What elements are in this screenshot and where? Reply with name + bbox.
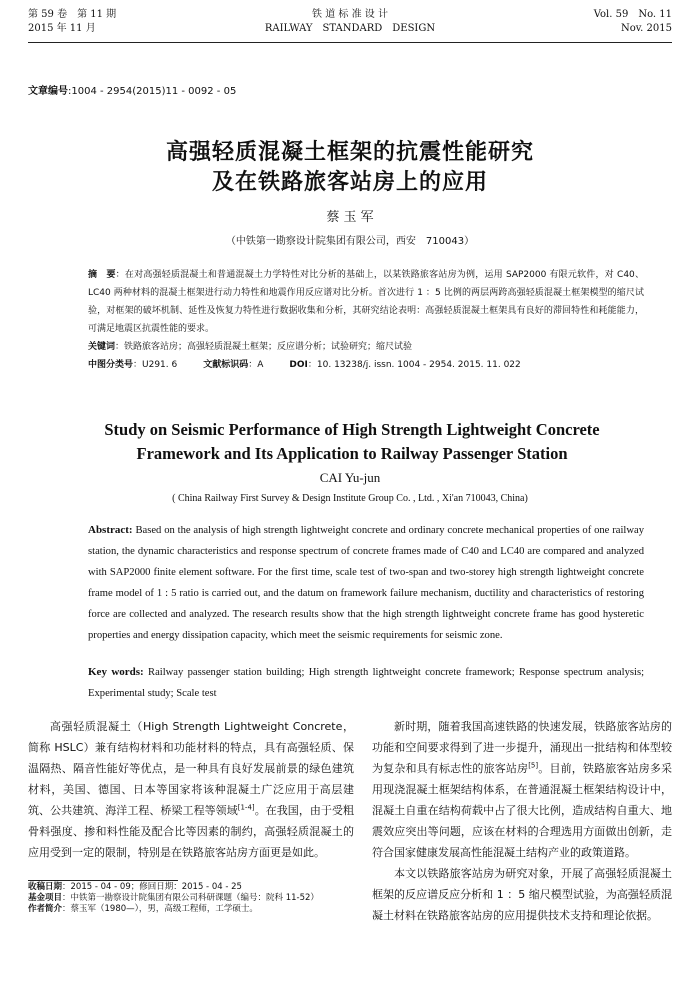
clc-label: 中图分类号: [88, 360, 134, 370]
footnotes: [28, 882, 354, 915]
chinese-keywords-label: 关键词: [88, 342, 116, 352]
chinese-abstract-block: [88, 266, 644, 374]
chinese-abstract-text: ：在对高强轻质混凝土和普通混凝土力学特性对比分析的基础上，以某铁路旅客站房为例，运用 SAP2000 有限元软件，对 C40、LC40 两种材料的混凝土框架进行动力特性和地震作用反应谱对比分析。首次进行 1 ：5 比例的两层两跨高强轻质混凝土框架模型的缩尺试验，对框架的破坏机制、延性及恢复力特性进行数据收集和分析，其研究结论表明：高强轻质混凝土框架具有良好的滞回特性和耗能能力，可满足地震区抗震性能的要求。: [88, 270, 644, 334]
intro-paragraph-2: [372, 716, 672, 863]
footnote-fund-text: ：中铁第一勘察设计院集团有限公司科研课题（编号：院科 11-52）: [62, 893, 319, 903]
classification-line: [88, 356, 644, 374]
header-divider: [28, 42, 672, 43]
chinese-keywords: [88, 338, 644, 356]
chinese-affiliation: （中铁第一勘察设计院集团有限公司，西安 710043）: [225, 236, 475, 247]
footnote-author-text: ：蔡玉军（1980—），男，高级工程师，工学硕士。: [62, 904, 258, 914]
english-abstract: [88, 520, 644, 646]
intro-paragraph-1-part-a: 高强轻质混凝土（High Strength Lightweight Concrete，简称 HSLC）兼有结构材料和功能材料的特点，具有高强轻质、保温隔热、隔音性能好等优点，是一种具有良好发展前景的绿色建筑材料，美国、德国、日本等国家将该种混凝土广泛应用于高层建筑、公共建筑、海洋工程、桥梁工程等领域: [28, 720, 354, 817]
intro-paragraph-2-part-b: 。目前，铁路旅客站房多采用现浇混凝土框架结构体系，在普通混凝土框架结构设计中，混凝土自重在结构荷载中占了很大比例，造成结构自重大、地震效应突出等问题，应该在材料的合理选用方面做出创新，走符合国家健康发展高性能混凝土结构产业的政策道路。: [372, 762, 673, 859]
body-left-column: [28, 716, 354, 863]
doc-code-label: 文献标识码: [203, 360, 249, 370]
header-right: [594, 8, 672, 36]
chinese-title-line2: 及在铁路旅客站房上的应用: [211, 170, 488, 195]
english-keywords: [88, 662, 644, 704]
running-header: [28, 8, 672, 42]
chinese-title: [0, 138, 700, 198]
intro-paragraph-1: [28, 716, 354, 863]
english-affiliation: ( China Railway First Survey & Design Institute Group Co. , Ltd. , Xi'an 710043, China): [172, 493, 528, 504]
citation-5: [5]: [528, 761, 539, 770]
header-journal-cn: 铁 道 标 准 设 计: [312, 9, 388, 20]
intro-paragraph-1-part-b: 。在我国，由于受粗骨料强度、掺和料性能及配合比等因素的制约，高强轻质混凝土的应用受到一定的限制，特别是在铁路旅客站房方面更是如此。: [28, 804, 355, 859]
intro-paragraph-3: 本文以铁路旅客站房为研究对象，开展了高强轻质混凝土框架的反应谱反应分析和 1 ：5 缩尺模型试验，为高强轻质混凝土材料在铁路旅客站房的应用提供技术支持和理论依据。: [372, 867, 672, 922]
footnote-received-text: ：2015 - 04 - 09；修回日期：2015 - 04 - 25: [62, 882, 242, 892]
header-journal: [28, 8, 672, 36]
intro-paragraph-2-part-a: 新时期，随着我国高速铁路的快速发展，铁路旅客站房的功能和空间要求得到了进一步提升，涌现出一批结构和体型较为复杂和具有标志性的旅客站房: [372, 720, 672, 775]
header-volume-en: Vol. 59 No. 11: [593, 9, 672, 20]
body-right-column: [372, 716, 672, 926]
header-date-en: Nov. 2015: [620, 23, 672, 34]
english-keywords-text: Railway passenger station building; High strength lightweight concrete framework; Response spectrum analysis; Experimental study; Scale test: [88, 667, 645, 699]
article-number: [28, 82, 236, 97]
english-title-line2: Framework and Its Application to Railway Passenger Station: [136, 444, 568, 463]
chinese-author: 蔡 玉 军: [326, 210, 374, 225]
english-title: [60, 418, 644, 466]
footnote-divider: [28, 880, 178, 881]
english-author: CAI Yu-jun: [319, 470, 381, 485]
article-number-value: :1004 - 2954(2015)11 - 0092 - 05: [68, 86, 237, 97]
english-abstract-label: Abstract:: [88, 524, 133, 536]
footnote-received: [28, 882, 354, 893]
footnote-received-label: 收稿日期: [28, 882, 63, 892]
english-keywords-label: Key words:: [88, 666, 144, 678]
footnote-fund: [28, 893, 354, 904]
chinese-abstract: [88, 266, 644, 338]
doi-value: ：10. 13238/j. issn. 1004 - 2954. 2015. 11. 022: [307, 360, 521, 370]
english-title-line1: Study on Seismic Performance of High Strength Lightweight Concrete: [104, 420, 600, 439]
article-number-label: 文章编号: [28, 86, 68, 97]
clc-value: ：U291. 6: [133, 360, 178, 370]
doi-label: DOI: [289, 360, 308, 370]
header-date: 2015 年 11 月: [28, 23, 96, 34]
chinese-title-line1: 高强轻质混凝土框架的抗震性能研究: [165, 140, 534, 165]
header-journal-en: RAILWAY STANDARD DESIGN: [264, 23, 436, 34]
header-volume: 第 59 卷 第 11 期: [28, 9, 117, 20]
chinese-keywords-text: ：铁路旅客站房；高强轻质混凝土框架；反应谱分析；试验研究；缩尺试验: [115, 342, 413, 352]
footnote-author-label: 作者简介: [28, 904, 63, 914]
citation-1-4: [1-4]: [237, 803, 255, 812]
footnote-fund-label: 基金项目: [28, 893, 63, 903]
doc-code-value: ：A: [248, 360, 264, 370]
chinese-abstract-label: 摘 要: [88, 270, 116, 280]
footnote-author: [28, 904, 354, 915]
english-abstract-text: Based on the analysis of high strength lightweight concrete and ordinary concrete mechanical properties of one railway station, the dynamic characteristics and response spectrum of concrete frames made of C40 and LC40 are compared and analyzed with SAP2000 finite element software. For the first time, scale test of two-span and two-storey high strength lightweight concrete frame model of 1 : 5 ratio is carried out, and the datum on framework failure mechanism, ductility and characteristics of restoring force are collected and analyzed. The research results show that the high strength lightweight concrete frame has good hysteretic properties and energy dissipation capacity, which meet the seismic requirements for seismic zone.: [88, 525, 644, 641]
